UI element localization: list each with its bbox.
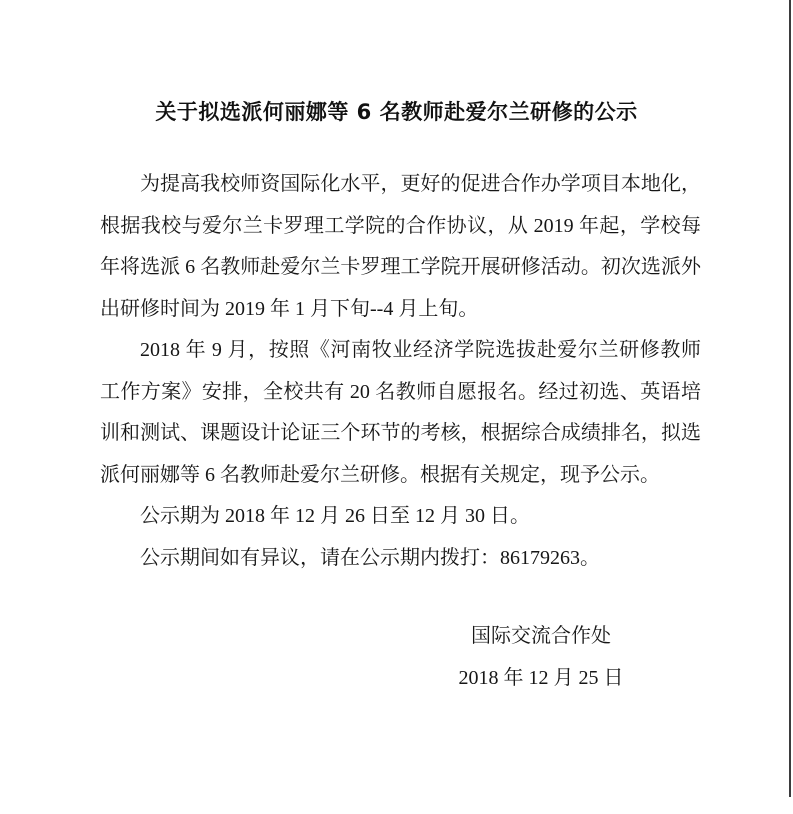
document-title: 关于拟选派何丽娜等 6 名教师赴爱尔兰研修的公示 <box>155 100 638 124</box>
document-body <box>100 164 701 579</box>
body-line: 为提高我校师资国际化水平，更好的促进合作办学项目本地化， <box>140 173 701 195</box>
body-line: 出研修时间为 2019 年 1 月下旬--4 月上旬。 <box>100 297 479 320</box>
body-line: 年将选派 6 名教师赴爱尔兰卡罗理工学院开展研修活动。初次选派外 <box>100 256 701 278</box>
body-line: 根据我校与爱尔兰卡罗理工学院的合作协议，从 2019 年起，学校每 <box>100 214 701 237</box>
signature-organization: 国际交流合作处 <box>471 625 611 647</box>
body-line: 公示期为 2018 年 12 月 26 日至 12 月 30 日。 <box>140 505 530 527</box>
signature-date: 2018 年 12 月 25 日 <box>458 666 624 689</box>
body-line: 训和测试、课题设计论证三个环节的考核，根据综合成绩排名，拟选 <box>100 422 701 444</box>
body-line: 派何丽娜等 6 名教师赴爱尔兰研修。根据有关规定，现予公示。 <box>100 463 660 486</box>
body-line: 公示期间如有异议，请在公示期内拨打：86179263。 <box>140 546 600 569</box>
body-line: 工作方案》安排，全校共有 20 名教师自愿报名。经过初选、英语培 <box>100 380 701 403</box>
signature-block <box>391 616 691 699</box>
window-edge-line <box>789 0 791 797</box>
body-line: 2018 年 9 月，按照《河南牧业经济学院选拔赴爱尔兰研修教师 <box>140 339 701 361</box>
